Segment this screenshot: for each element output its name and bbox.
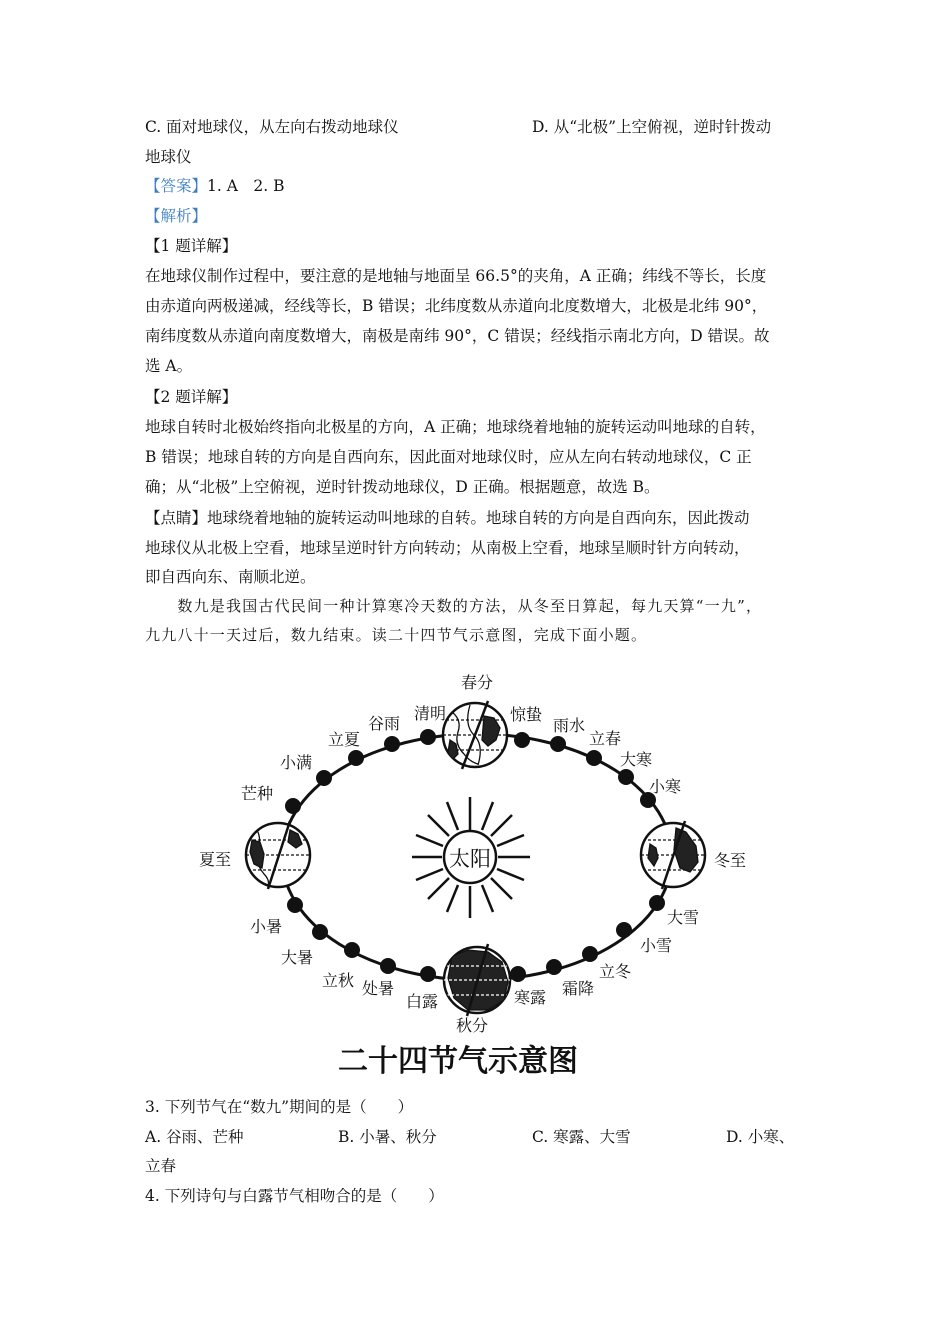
term-xiaohan: 小寒 <box>648 777 682 796</box>
option-d: D. 从“北极”上空俯视，逆时针拨动 <box>532 118 772 136</box>
q3-option-c: C. 寒露、大雪 <box>532 1128 631 1146</box>
term-dongzhi: 冬至 <box>713 851 747 870</box>
q4-stem: 4. 下列诗句与白露节气相吻合的是（ ） <box>145 1187 444 1205</box>
term-dot-jingzhe <box>514 732 530 748</box>
q1-detail-line: 在地球仪制作过程中，要注意的是地轴与地面呈 66.5°的夹角，A 正确；纬线不等长，长度 <box>145 267 767 285</box>
term-dot-yushui <box>550 736 566 752</box>
term-lidong: 立冬 <box>598 962 632 981</box>
term-bailu: 白露 <box>405 992 439 1011</box>
option-c: C. 面对地球仪，从左向右拨动地球仪 <box>145 118 399 136</box>
term-dashu: 大暑 <box>280 948 314 967</box>
tip-title: 【点睛】 <box>145 509 208 527</box>
term-dot-xiaoman <box>316 770 332 786</box>
answer-text: 1. A 2. B <box>207 177 285 195</box>
term-dot-xiaoxue <box>616 922 632 938</box>
answer-line <box>145 176 285 196</box>
term-dot-xiaoshu <box>287 897 303 913</box>
term-xiaoshu: 小暑 <box>249 917 283 936</box>
term-dot-lichun <box>586 750 602 766</box>
term-daxue: 大雪 <box>666 908 700 927</box>
term-qiufen: 秋分 <box>455 1016 489 1035</box>
term-lichun: 立春 <box>588 729 622 748</box>
term-dot-hanlu <box>510 966 526 982</box>
term-dot-chushu <box>380 958 396 974</box>
term-dot-shuangjiang <box>546 959 562 975</box>
figure-caption: 二十四节气示意图 <box>338 1044 578 1079</box>
term-dot-bailu <box>420 966 436 982</box>
solar-terms-diagram <box>185 662 765 1082</box>
globe-autumn-icon <box>444 944 510 1016</box>
term-xiazhi: 夏至 <box>198 850 232 869</box>
term-guyu: 谷雨 <box>367 714 401 733</box>
tip-line-first <box>145 508 750 528</box>
tip-line: 地球绕着地轴的旋转运动叫地球的自转。地球自转的方向是自西向东，因此拨动 <box>207 509 750 527</box>
term-dot-guyu <box>384 736 400 752</box>
term-dot-lidong <box>582 946 598 962</box>
term-mangzhong: 芒种 <box>240 784 274 803</box>
term-dot-daxue <box>649 895 665 911</box>
q3-option-a: A. 谷雨、芒种 <box>145 1128 244 1146</box>
q2-detail-line: 确；从“北极”上空俯视，逆时针拨动地球仪，D 正确。根据题意，故选 B。 <box>145 478 660 496</box>
term-xiaoman: 小满 <box>279 753 313 772</box>
term-shuangjiang: 霜降 <box>561 979 595 998</box>
analysis-tag: 【解析】 <box>145 207 208 225</box>
term-dot-dashu <box>312 924 328 940</box>
q3-option-d-continued: 立春 <box>145 1157 177 1175</box>
term-xiaoxue: 小雪 <box>639 936 673 955</box>
tip-line: 地球仪从北极上空看，地球呈逆时针方向转动；从南极上空看，地球呈顺时针方向转动， <box>145 539 750 557</box>
q1-detail-line: 由赤道向两极递减，经线等长，B 错误；北纬度数从赤道向北度数增大，北极是北纬 90°， <box>145 297 768 315</box>
intro-line: 九九八十一天过后，数九结束。读二十四节气示意图，完成下面小题。 <box>145 626 648 644</box>
term-chushu: 处暑 <box>361 979 395 998</box>
tip-line: 即自西向东、南顺北逆。 <box>145 568 316 586</box>
term-dot-dahan <box>618 769 634 785</box>
q3-option-b: B. 小暑、秋分 <box>338 1128 437 1146</box>
term-chunfen: 春分 <box>460 673 494 692</box>
q2-detail-line: B 错误；地球自转的方向是自西向东，因此面对地球仪时，应从左向右转动地球仪，C 正 <box>145 448 752 466</box>
term-hanlu: 寒露 <box>513 988 547 1007</box>
term-dahan: 大寒 <box>619 750 653 769</box>
term-jingzhe: 惊蛰 <box>509 705 543 724</box>
sun-label: 太阳 <box>449 847 491 871</box>
term-dot-qingming <box>420 729 436 745</box>
q1-detail-line: 选 A。 <box>145 357 193 375</box>
term-dot-mangzhong <box>285 798 301 814</box>
globe-winter-icon <box>641 821 705 889</box>
q1-detail-title: 【1 题详解】 <box>145 237 238 255</box>
q3-option-d: D. 小寒、 <box>726 1128 795 1146</box>
globe-spring-icon <box>443 701 507 769</box>
term-lixia: 立夏 <box>327 730 361 749</box>
answer-tag: 【答案】 <box>145 177 208 195</box>
term-dot-lixia <box>348 750 364 766</box>
term-yushui: 雨水 <box>552 716 586 735</box>
term-liqiu: 立秋 <box>321 971 355 990</box>
globe-summer-icon <box>246 821 310 889</box>
q1-detail-line: 南纬度数从赤道向南度数增大，南极是南纬 90°，C 错误；经线指示南北方向，D 错误。故 <box>145 327 770 345</box>
option-d-continued: 地球仪 <box>145 148 192 166</box>
q2-detail-line: 地球自转时北极始终指向北极星的方向，A 正确；地球绕着地轴的旋转运动叫地球的自转， <box>145 418 766 436</box>
intro-line: 数九是我国古代民间一种计算寒冷天数的方法，从冬至日算起，每九天算“一九”， <box>145 597 763 615</box>
q2-detail-title: 【2 题详解】 <box>145 388 238 406</box>
term-qingming: 清明 <box>413 704 447 723</box>
term-dot-liqiu <box>344 942 360 958</box>
q3-stem: 3. 下列节气在“数九”期间的是（ ） <box>145 1098 414 1116</box>
